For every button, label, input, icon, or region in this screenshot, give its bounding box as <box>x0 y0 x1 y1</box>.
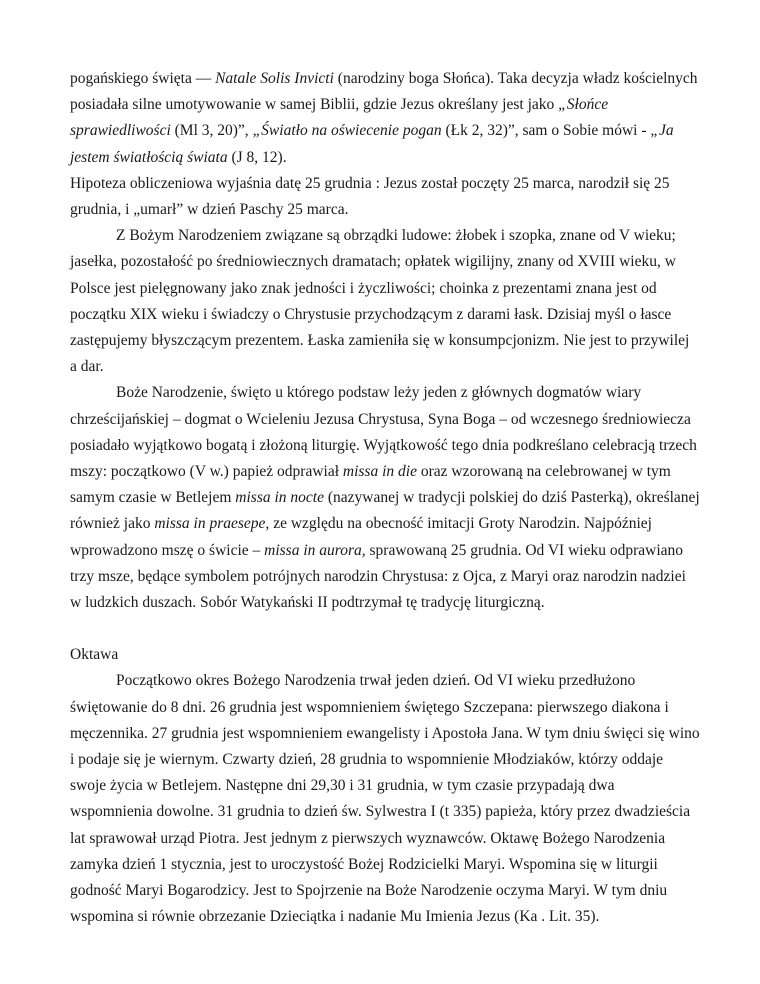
section-heading-oktawa: Oktawa <box>70 646 119 664</box>
text-run: (narodziny boga Słońca). Taka decyzja władz kościelnych posiadała silne umotywowanie w samej Biblii, gdzie Jezus określany jest jako <box>70 70 698 114</box>
italic-run: Natale Solis Invicti <box>215 70 334 87</box>
text-run: (Ml 3, 20)”, <box>170 122 253 140</box>
italic-run: missa in praesepe, <box>154 515 270 533</box>
italic-run: missa in aurora, <box>264 541 366 559</box>
italic-run: missa in die <box>342 463 417 481</box>
blank-line <box>70 616 700 642</box>
paragraph-hypothesis: Hipoteza obliczeniowa wyjaśnia datę 25 grudnia : Jezus został poczęty 25 marca, narodził się 25 grudnia, i „umarł” w dzień Paschy 25 marca. <box>70 174 670 219</box>
text-run: Boże Narodzenie, święto u którego podstaw leży jeden z głównych dogmatów wiary chrześcijańskiej – dogmat o Wcieleniu Jezusa Chrystusa, Syna Boga – od wczesnego średniowiecza posiadało wyjątkowo bogatą i złożoną liturgię. Wyjątkowość tego dnia podkreślano celebracją trzech mszy: początkowo (V w.) papież odprawiał <box>70 384 697 481</box>
text-run: (Łk 2, 32)”, sam o Sobie mówi - <box>441 122 651 140</box>
text-run: (nazywanej w tradycji polskiej do dziś Pasterką), określanej również jako <box>70 489 700 533</box>
italic-run: missa in nocte <box>235 489 324 507</box>
italic-run: „Słońce sprawiedliwości <box>70 96 609 140</box>
paragraph-liturgy <box>70 380 700 616</box>
text-run: oraz wzorowaną na celebrowanej w tym samym czasie w Betlejem <box>70 463 671 507</box>
text-run: pogańskiego święta — <box>70 70 216 87</box>
text-run: ze względu na obecność imitacji Groty Narodzin. Najpóźniej wprowadzono mszę o świcie – <box>70 515 652 559</box>
paragraph-pagan-feast <box>70 66 700 171</box>
paragraph-folk-rituals: Z Bożym Narodzeniem związane są obrządki ludowe: żłobek i szopka, znane od V wieku; jasełka, pozostałość po średniowiecznych dramatach; opłatek wigilijny, znany od XVIII wieku, w Polsce jest pielęgnowany jako znak jedności i życzliwości; choinka z prezentami znana jest od początku XIX wieku i świadczy o Chrystusie przychodzącym z darami łask. Dzisiaj myśl o łasce zastępujemy błyszczącym prezentem. Łaska zamieniła się w konsumpcjonizm. Nie jest to przywilej a dar. <box>70 227 690 376</box>
text-run: sprawowaną 25 grudnia. Od VI wieku odprawiano trzy msze, będące symbolem potrójnych narodzin Chrystusa: z Ojca, z Maryi oraz narodzin nadziei w ludzkich duszach. Sobór Watykański II podtrzymał tę tradycję liturgiczną. <box>70 541 686 612</box>
italic-run: „Ja jestem światłością świata <box>70 122 674 166</box>
italic-run: „Światło na oświecenie pogan <box>252 122 442 140</box>
text-run: (J 8, 12). <box>227 148 287 166</box>
paragraph-octave: Początkowo okres Bożego Narodzenia trwał jeden dzień. Od VI wieku przedłużono świętowanie do 8 dni. 26 grudnia jest wspomnieniem świętego Szczepana: pierwszego diakona i męczennika. 27 grudnia jest wspomnieniem ewangelisty i Apostoła Jana. W tym dniu święci się wino i podaje się je wiernym. Czwarty dzień, 28 grudnia to wspomnienie Młodziaków, którzy oddaje swoje życia w Betlejem. Następne dni 29,30 i 31 grudnia, w tym czasie przypadają dwa wspomnienia dowolne. 31 grudnia to dzień św. Sylwestra I (t 335) papieża, który przez dwadzieścia lat sprawował urząd Piotra. Jest jednym z pierwszych wyznawców. Oktawę Bożego Narodzenia zamyka dzień 1 stycznia, jest to uroczystość Bożej Rodzicielki Maryi. Wspomina się w liturgii godność Maryi Bogarodzicy. Jest to Spojrzenie na Boże Narodzenie oczyma Maryi. W tym dniu wspomina si równie obrzezanie Dzieciątka i nadanie Mu Imienia Jezus (Ka . Lit. 35). <box>70 672 700 926</box>
document-page <box>70 66 700 931</box>
